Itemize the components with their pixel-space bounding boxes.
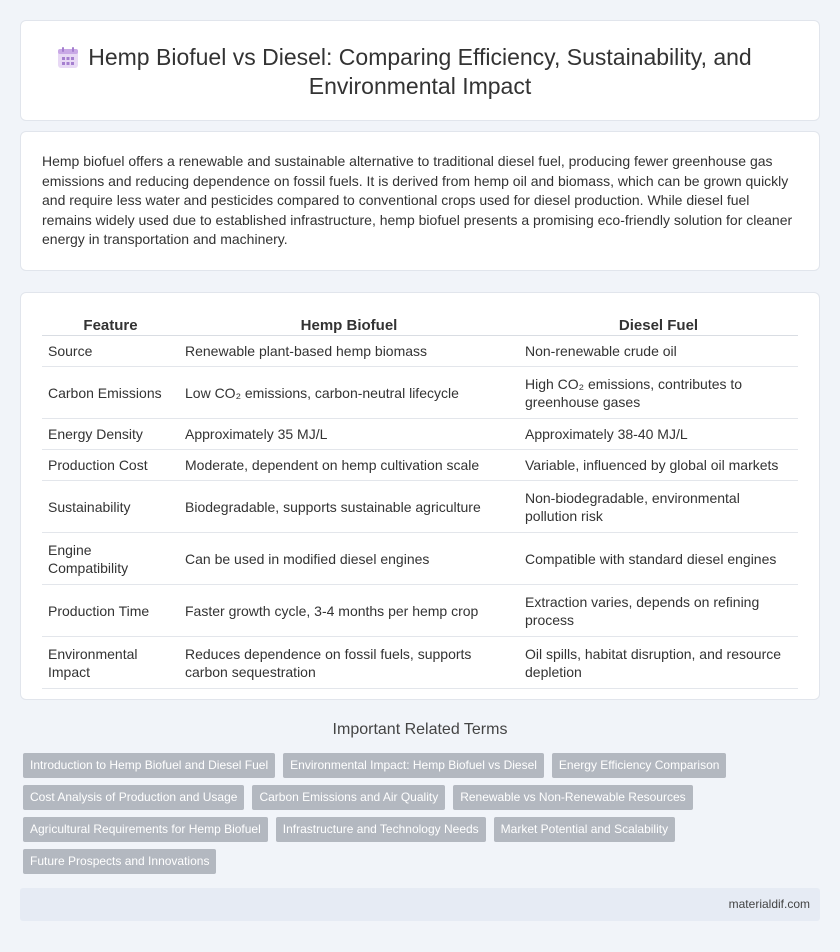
hemp-cell: Renewable plant-based hemp biomass [179,336,519,367]
table-row [42,450,798,481]
related-term-tag[interactable]: Cost Analysis of Production and Usage [23,785,244,810]
hemp-cell: Biodegradable, supports sustainable agriculture [179,481,519,533]
footer [20,888,820,921]
related-term-tag[interactable]: Market Potential and Scalability [494,817,675,842]
hemp-cell: Approximately 35 MJ/L [179,419,519,450]
table-row [42,585,798,637]
feature-cell: Environmental Impact [42,637,179,689]
feature-cell: Carbon Emissions [42,367,179,419]
diesel-cell: Non-biodegradable, environmental pollution risk [519,481,798,533]
footer-site-link[interactable]: materialdif.com [728,897,810,911]
related-term-tag[interactable]: Future Prospects and Innovations [23,849,216,874]
column-header-hemp-biofuel: Hemp Biofuel [179,315,519,336]
feature-cell: Source [42,336,179,367]
diesel-cell: Oil spills, habitat disruption, and resource depletion [519,637,798,689]
intro-card [20,131,820,271]
related-term-tag[interactable]: Energy Efficiency Comparison [552,753,727,778]
related-term-tag[interactable]: Infrastructure and Technology Needs [276,817,486,842]
table-row [42,533,798,585]
feature-cell: Sustainability [42,481,179,533]
diesel-cell: Extraction varies, depends on refining process [519,585,798,637]
table-row [42,367,798,419]
table-row [42,419,798,450]
hemp-cell: Faster growth cycle, 3-4 months per hemp crop [179,585,519,637]
feature-cell: Energy Density [42,419,179,450]
diesel-cell: High CO₂ emissions, contributes to greenhouse gases [519,367,798,419]
feature-cell: Production Cost [42,450,179,481]
feature-cell: Engine Compatibility [42,533,179,585]
table-row [42,637,798,689]
feature-cell: Production Time [42,585,179,637]
hemp-cell: Low CO₂ emissions, carbon-neutral lifecycle [179,367,519,419]
diesel-cell: Compatible with standard diesel engines [519,533,798,585]
header-card [20,20,820,121]
related-term-tag[interactable]: Renewable vs Non-Renewable Resources [453,785,692,810]
comparison-card [20,292,820,700]
related-term-tag[interactable]: Introduction to Hemp Biofuel and Diesel Fuel [23,753,275,778]
diesel-cell: Variable, influenced by global oil markets [519,450,798,481]
column-header-diesel-fuel: Diesel Fuel [519,315,798,336]
intro-paragraph: Hemp biofuel offers a renewable and sustainable alternative to traditional diesel fuel, producing fewer greenhouse gas emissions and reducing dependence on fossil fuels. It is derived from hemp oil and biomass, which can be grown quickly and require less water and pesticides compared to conventional crops used for diesel production. While diesel fuel remains widely used due to established infrastructure, hemp biofuel presents a promising eco-friendly solution for cleaner energy in transportation and machinery. [42,153,793,247]
column-header-feature: Feature [42,315,179,336]
hemp-cell: Moderate, dependent on hemp cultivation scale [179,450,519,481]
related-term-tag[interactable]: Carbon Emissions and Air Quality [252,785,445,810]
diesel-cell: Approximately 38-40 MJ/L [519,419,798,450]
table-header-row [42,315,798,336]
hemp-cell: Can be used in modified diesel engines [179,533,519,585]
related-terms-list [23,753,823,874]
related-terms-title: Important Related Terms [332,721,508,738]
table-row [42,336,798,367]
comparison-table [42,315,798,689]
page-title: Hemp Biofuel vs Diesel: Comparing Efficiency, Sustainability, and Environmental Impact [88,44,752,99]
related-term-tag[interactable]: Environmental Impact: Hemp Biofuel vs Diesel [283,753,544,778]
table-row [42,481,798,533]
related-term-tag[interactable]: Agricultural Requirements for Hemp Biofuel [23,817,268,842]
hemp-cell: Reduces dependence on fossil fuels, supports carbon sequestration [179,637,519,689]
diesel-cell: Non-renewable crude oil [519,336,798,367]
